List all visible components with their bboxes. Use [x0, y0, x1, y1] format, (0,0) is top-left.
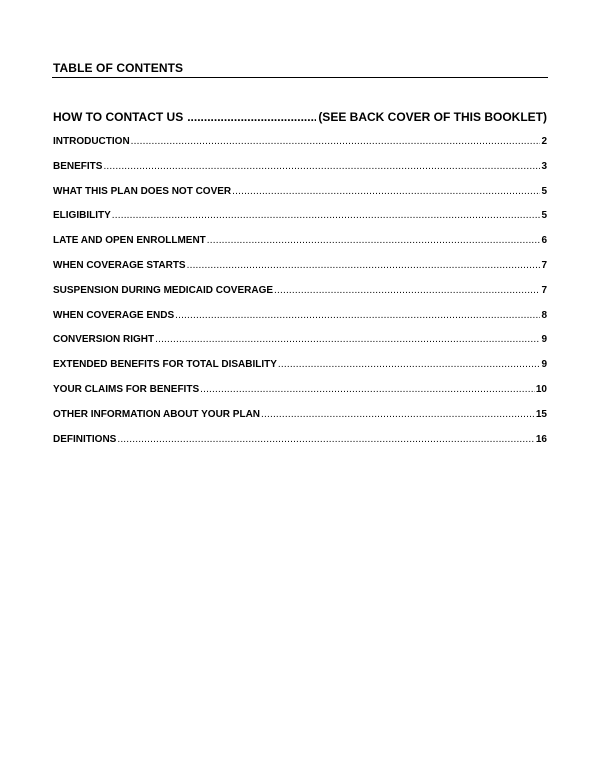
toc-entry-title: SUSPENSION DURING MEDICAID COVERAGE: [53, 284, 274, 296]
heading-rule: [52, 77, 548, 78]
dot-leader: [200, 384, 535, 395]
dot-leader: [175, 310, 540, 321]
toc-entry-page: 15: [535, 408, 547, 420]
toc-entry-title: CONVERSION RIGHT: [53, 334, 155, 346]
toc-entry-page: 7: [541, 259, 547, 271]
toc-entry: [53, 136, 547, 161]
toc-entry-page: 6: [541, 235, 547, 247]
toc-entry-title: OTHER INFORMATION ABOUT YOUR PLAN: [53, 408, 261, 420]
toc-contact-entry: [53, 110, 547, 124]
toc-entry: [53, 235, 547, 260]
toc-entry: [53, 334, 547, 359]
toc-entry-page: 10: [535, 383, 547, 395]
toc-entry: [53, 161, 547, 186]
toc-entry-title: WHAT THIS PLAN DOES NOT COVER: [53, 185, 232, 197]
toc-entry-title: INTRODUCTION: [53, 136, 130, 147]
toc-entries: [53, 136, 547, 458]
toc-entry-title: BENEFITS: [53, 160, 103, 172]
toc-entry: [53, 210, 547, 235]
contact-reference: (SEE BACK COVER OF THIS BOOKLET): [318, 110, 547, 124]
toc-entry-page: 5: [541, 210, 547, 222]
dot-leader: [232, 186, 540, 197]
dot-leader: [155, 334, 540, 345]
toc-entry-title: YOUR CLAIMS FOR BENEFITS: [53, 383, 200, 395]
toc-entry-page: 16: [535, 433, 547, 445]
toc-entry-page: 5: [541, 185, 547, 197]
dot-leader: [274, 285, 540, 296]
contact-label: HOW TO CONTACT US: [53, 110, 184, 124]
toc-entry: [53, 384, 547, 409]
dot-leader: [112, 210, 541, 221]
toc-heading: TABLE OF CONTENTS: [53, 61, 184, 75]
toc-entry-title: WHEN COVERAGE STARTS: [53, 259, 186, 271]
dot-leader: [103, 161, 540, 172]
toc-entry: [53, 409, 547, 434]
toc-entry-page: 9: [541, 334, 547, 346]
toc-entry: [53, 285, 547, 310]
toc-entry-page: 9: [541, 359, 547, 371]
dot-leader: [187, 260, 541, 271]
dot-leader: [187, 110, 316, 124]
toc-entry: [53, 359, 547, 384]
toc-entry-page: 3: [541, 160, 547, 172]
toc-entry-title: LATE AND OPEN ENROLLMENT: [53, 235, 206, 247]
toc-entry-title: EXTENDED BENEFITS FOR TOTAL DISABILITY: [53, 359, 277, 371]
toc-entry-page: 8: [541, 309, 547, 321]
toc-entry: [53, 434, 547, 459]
toc-entry-page: 7: [541, 284, 547, 296]
toc-entry-title: ELIGIBILITY: [53, 210, 111, 222]
dot-leader: [261, 409, 535, 420]
dot-leader: [278, 359, 541, 370]
dot-leader: [207, 235, 541, 246]
toc-entry-title: DEFINITIONS: [53, 433, 117, 445]
dot-leader: [117, 434, 535, 445]
toc-entry: [53, 260, 547, 285]
toc-entry: [53, 310, 547, 335]
toc-entry-title: WHEN COVERAGE ENDS: [53, 309, 175, 321]
toc-entry: [53, 186, 547, 211]
toc-entry-page: 2: [541, 136, 547, 147]
dot-leader: [131, 136, 541, 147]
